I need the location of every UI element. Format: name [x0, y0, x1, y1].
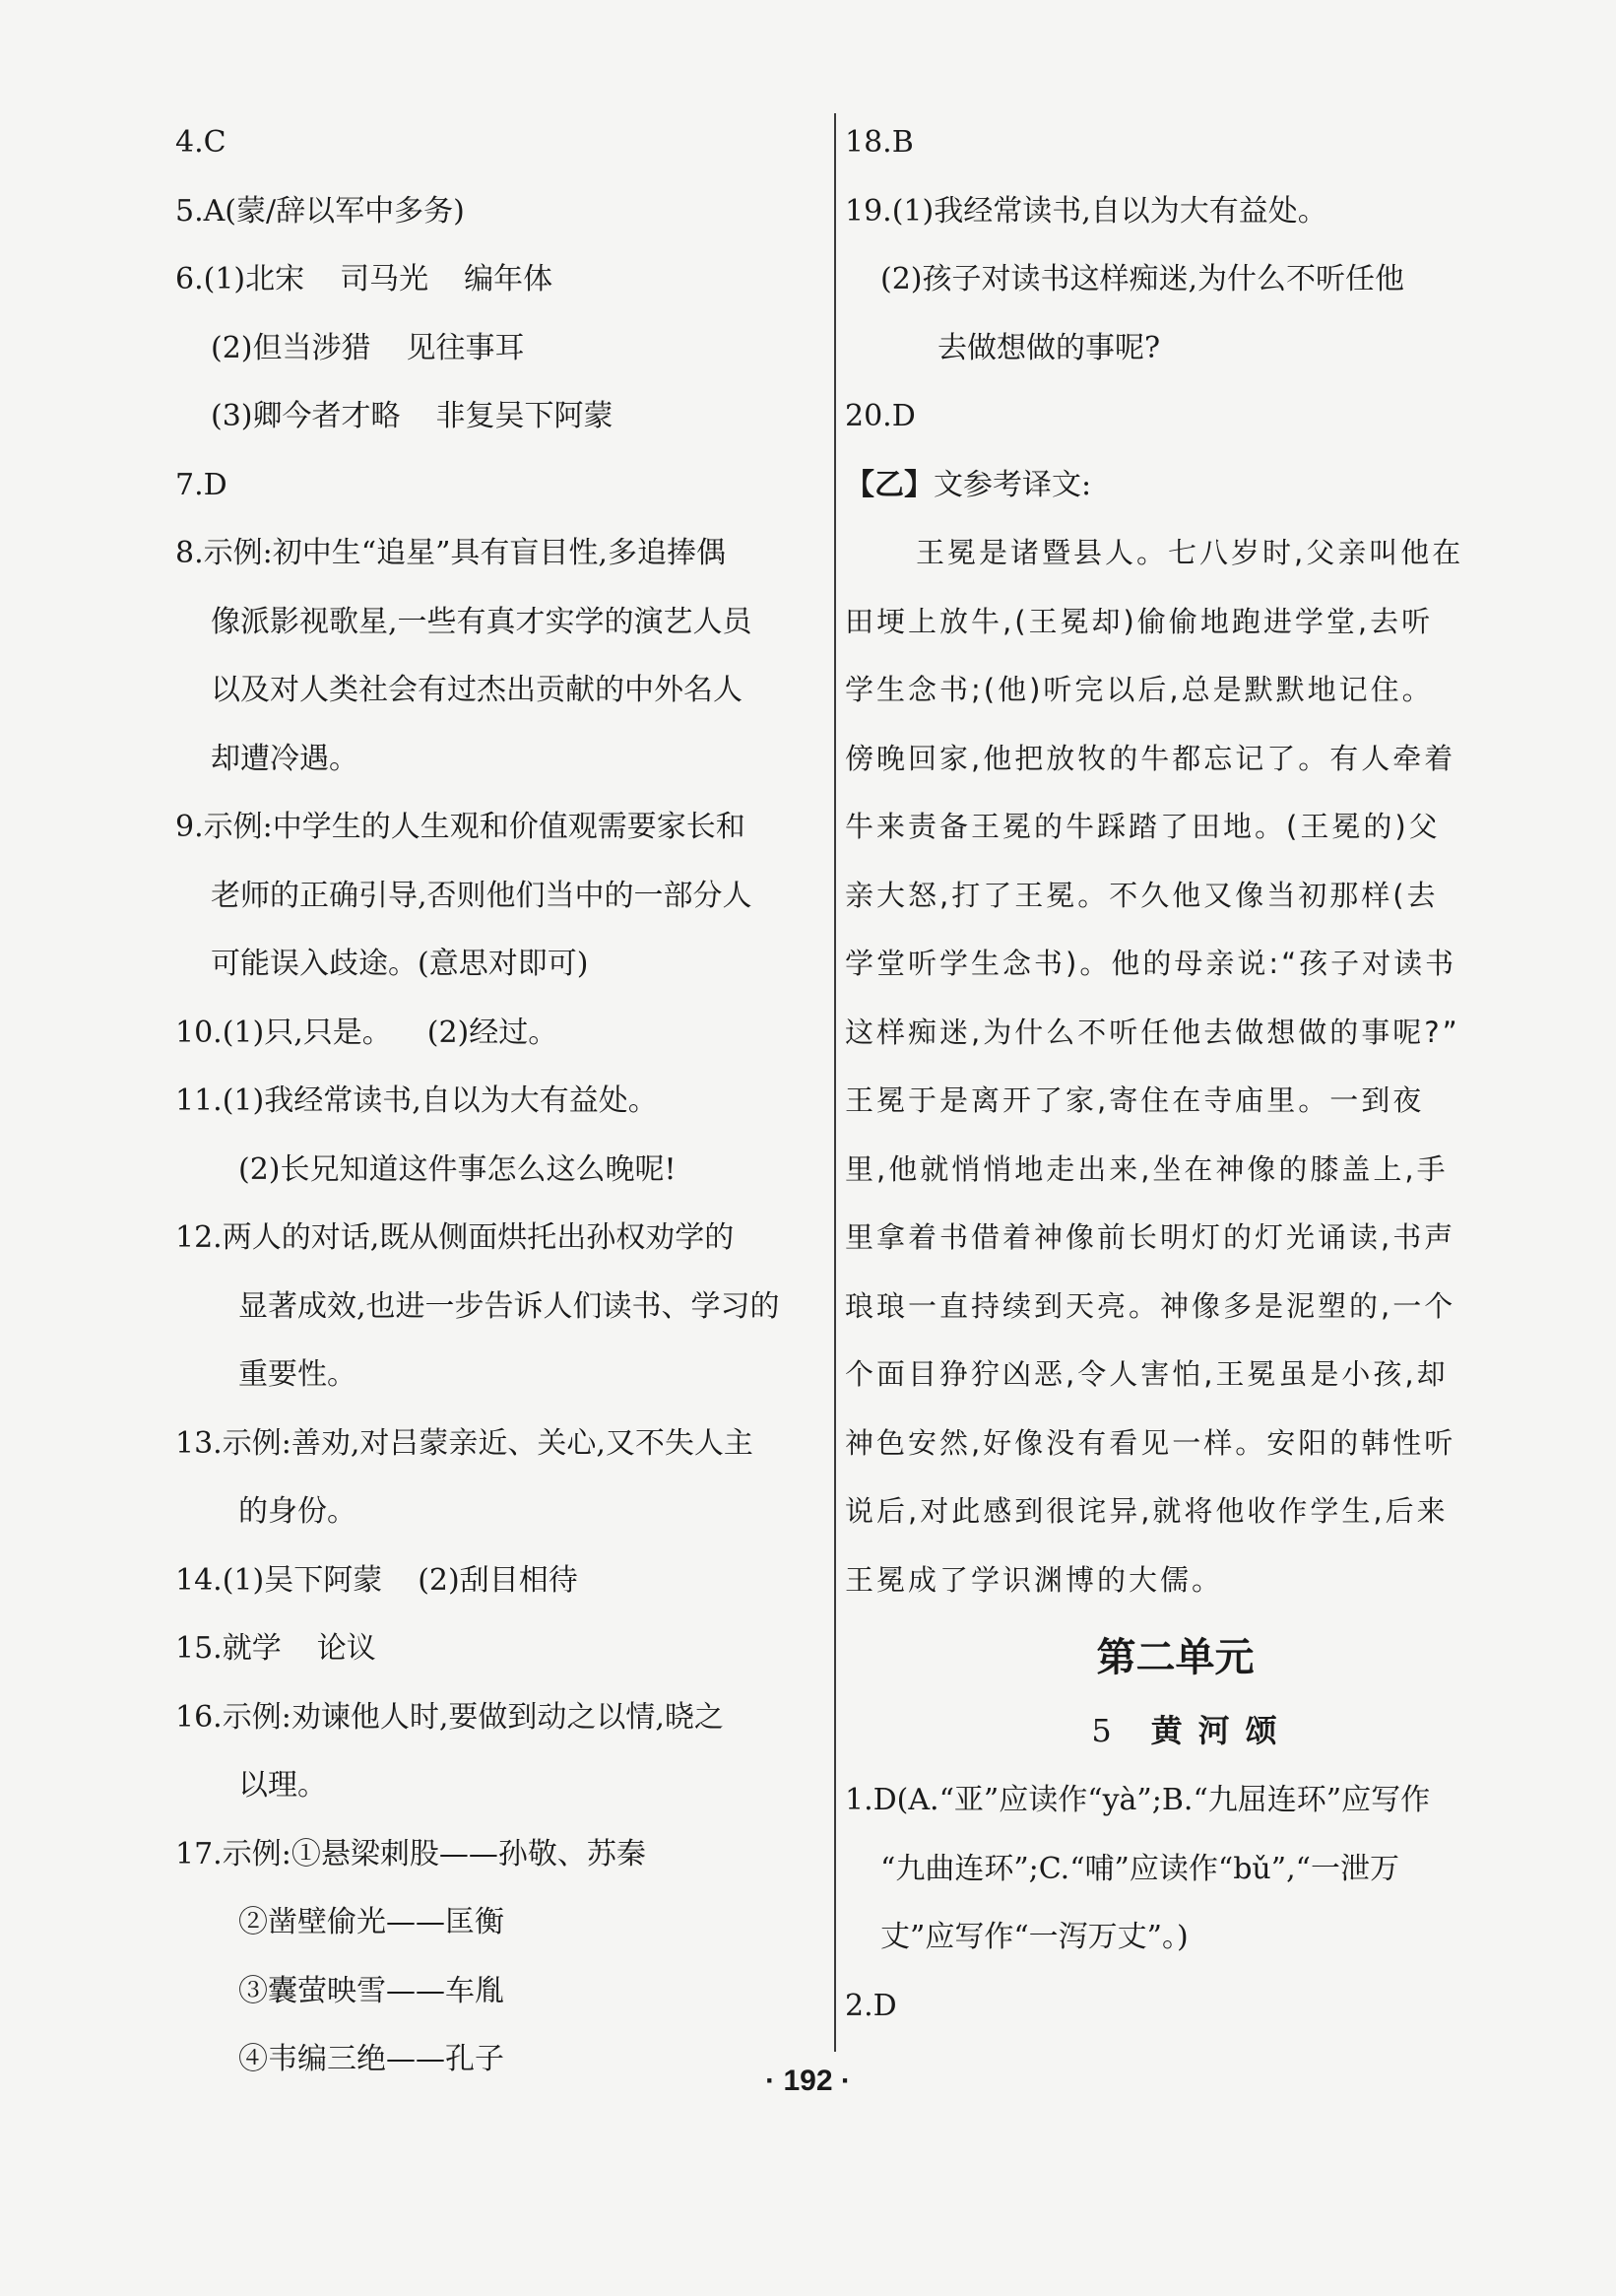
answer-13-line-1: 13.示例:善劝,对吕蒙亲近、关心,又不失人主	[175, 1425, 753, 1461]
answer-6-1	[175, 245, 835, 314]
answer-16-line-2: 以理。	[238, 1768, 327, 1803]
answer-10	[175, 999, 835, 1068]
answer-5: 5.A(蒙/辞以军中多务)	[175, 193, 465, 229]
answer-17-line-2: ②凿壁偷光——匡衡	[238, 1905, 504, 1939]
translation-line: 学堂听学生念书)。他的母亲说:“孩子对读书	[845, 947, 1457, 980]
translation-line: 个面目狰狞凶恶,令人害怕,王冕虽是小孩,却	[845, 1357, 1449, 1391]
answer-14	[175, 1546, 835, 1615]
answer-6-2a: (2)但当涉猎	[211, 330, 371, 365]
translation-line: 田埂上放牛,(王冕却)偷偷地跑进学堂,去听	[845, 604, 1434, 638]
translation-line: 里拿着书借着神像前长明灯的灯光诵读,书声	[845, 1220, 1456, 1254]
answer-6-3b: 非复吴下阿蒙	[435, 399, 614, 433]
lesson-number: 5	[1091, 1712, 1112, 1749]
answer-15a: 15.就学	[175, 1631, 282, 1666]
answer-19-line-1: 19.(1)我经常读书,自以为大有益处。	[845, 193, 1327, 229]
answer-18: 18.B	[845, 125, 914, 160]
answer-12-line-3: 重要性。	[238, 1357, 356, 1392]
answer-17-line-4: ④韦编三绝——孔子	[238, 2042, 504, 2076]
right-column	[845, 108, 1500, 2040]
answer-6-2b: 见往事耳	[406, 330, 525, 365]
translation-line: 琅琅一直持续到天亮。神像多是泥塑的,一个	[845, 1288, 1456, 1323]
answer-12-line-1: 12.两人的对话,既从侧面烘托出孙权劝学的	[175, 1220, 735, 1255]
answer-11-line-1: 11.(1)我经常读书,自以为大有益处。	[175, 1083, 658, 1118]
translation-line: 王冕是诸暨县人。七八岁时,父亲叫他在	[916, 536, 1464, 569]
answer-7: 7.D	[175, 467, 227, 502]
unit-title: 第二单元	[1096, 1635, 1255, 1680]
translation-block	[845, 519, 1500, 1614]
translation-heading-text: 文参考译文:	[934, 467, 1092, 502]
translation-line: 神色安然,好像没有看见一样。安阳的韩性听	[845, 1425, 1456, 1460]
answer-1-line-3: 丈”应写作“一泻万丈”。)	[880, 1920, 1189, 1954]
left-column	[175, 108, 835, 2094]
answer-14a: 14.(1)吴下阿蒙	[175, 1562, 383, 1598]
translation-line: 这样痴迷,为什么不听任他去做想做的事呢?”	[845, 1015, 1460, 1049]
answer-17-line-3: ③囊萤映雪——车胤	[238, 1973, 504, 2008]
answer-9-line-2: 老师的正确引导,否则他们当中的一部分人	[211, 878, 752, 913]
answer-11-line-2: (2)长兄知道这件事怎么这么晚呢!	[238, 1151, 677, 1187]
translation-line: 王冕成了学识渊博的大儒。	[845, 1562, 1224, 1597]
answer-10a: 10.(1)只,只是。	[175, 1015, 392, 1050]
answer-6-3a: (3)卿今者才略	[211, 399, 401, 433]
answer-15b: 论议	[316, 1631, 376, 1666]
lesson-title	[845, 1695, 1500, 1766]
translation-heading-bracket: 【乙】	[845, 467, 934, 502]
answer-8-line-4: 却遭冷遇。	[211, 741, 358, 776]
answer-1-line-1: 1.D(A.“亚”应读作“yà”;B.“九屈连环”应写作	[845, 1783, 1431, 1817]
translation-line: 牛来责备王冕的牛踩踏了田地。(王冕的)父	[845, 810, 1441, 843]
answer-8-line-2: 像派影视歌星,一些有真才实学的演艺人员	[211, 604, 752, 639]
translation-line: 亲大怒,打了王冕。不久他又像当初那样(去	[845, 878, 1439, 912]
answer-6-3	[175, 382, 835, 451]
answer-16-line-1: 16.示例:劝谏他人时,要做到动之以情,晓之	[175, 1699, 724, 1735]
answer-4: 4.C	[175, 125, 226, 160]
answer-6-1a: 6.(1)北宋	[175, 262, 305, 296]
answer-20: 20.D	[845, 399, 916, 433]
translation-line: 里,他就悄悄地走出来,坐在神像的膝盖上,手	[845, 1151, 1449, 1186]
answer-19-line-2: (2)孩子对读书这样痴迷,为什么不听任他	[880, 262, 1405, 296]
translation-line: 学生念书;(他)听完以后,总是默默地记住。	[845, 673, 1434, 706]
answer-10b: (2)经过。	[426, 1015, 558, 1050]
answer-19-line-3: 去做想做的事呢?	[937, 330, 1161, 365]
answer-6-2	[175, 314, 835, 383]
answer-6-1b: 司马光	[340, 262, 429, 296]
answer-14b: (2)刮目相待	[418, 1562, 578, 1598]
answer-15	[175, 1614, 835, 1683]
answer-13-line-2: 的身份。	[238, 1494, 356, 1529]
answer-9-line-1: 9.示例:中学生的人生观和价值观需要家长和	[175, 810, 745, 844]
answer-6-1c: 编年体	[464, 262, 553, 296]
column-divider	[834, 113, 836, 2052]
translation-line: 傍晚回家,他把放牧的牛都忘记了。有人牵着	[845, 741, 1456, 775]
page-number: · 192 ·	[765, 2065, 851, 2097]
lesson-name: 黄河颂	[1150, 1712, 1293, 1749]
answer-17-line-1: 17.示例:①悬梁刺股——孙敬、苏秦	[175, 1836, 646, 1871]
translation-line: 王冕于是离开了家,寄住在寺庙里。一到夜	[845, 1083, 1425, 1117]
answer-8-line-3: 以及对人类社会有过杰出贡献的中外名人	[211, 673, 743, 707]
answer-1-line-2: “九曲连环”;C.“哺”应读作“bǔ”,“一泄万	[880, 1851, 1399, 1886]
answer-8-line-1: 8.示例:初中生“追星”具有盲目性,多追捧偶	[175, 536, 726, 570]
answer-2: 2.D	[845, 1988, 897, 2023]
translation-line: 说后,对此感到很诧异,就将他收作学生,后来	[845, 1494, 1449, 1528]
answer-9-line-3: 可能误入歧途。(意思对即可)	[211, 947, 589, 981]
translation-heading	[845, 451, 1500, 520]
answer-12-line-2: 显著成效,也进一步告诉人们读书、学习的	[238, 1288, 780, 1324]
